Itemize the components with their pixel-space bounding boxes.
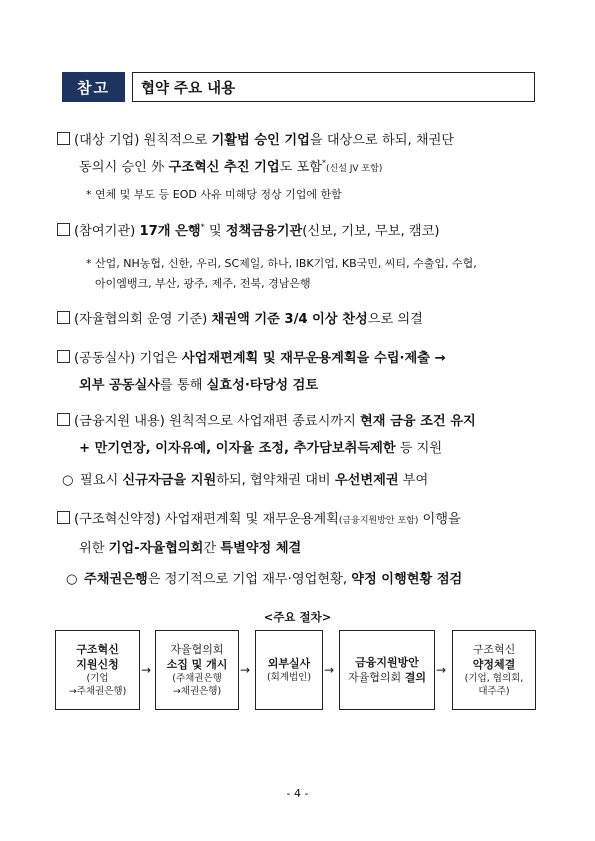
checkbox-square-icon bbox=[57, 223, 70, 236]
process-step-agreement: 구조혁신 약정체결 (기업, 협의회, 대주주) bbox=[452, 630, 536, 710]
process-arrow-icon: → bbox=[436, 663, 447, 677]
reference-tag: 참고 bbox=[62, 72, 125, 102]
item-line: (참여기관) 17개 은행* 및 정책금융기관(신보, 기보, 무보, 캠코) bbox=[57, 218, 542, 245]
note-banks: * 산업, NH농협, 신한, 우리, SC제일, 하나, IBK기업, KB국민, 씨티, 수출입, 수협, 아이엠뱅크, 부산, 광주, 제주, 전북, 경남은행 bbox=[86, 257, 477, 290]
item-line: 위한 기업-자율협의회간 특별약정 체결 bbox=[79, 541, 302, 556]
item-financial-support bbox=[57, 408, 542, 462]
checkbox-square-icon bbox=[57, 511, 70, 524]
process-step-convene: 자율협의회 소집 및 개시 (주채권은행 →채권은행) bbox=[155, 630, 239, 710]
checkbox-square-icon bbox=[57, 132, 70, 145]
item-line: + 만기연장, 이자유예, 이자율 조정, 추가담보취득제한 등 지원 bbox=[79, 441, 443, 456]
item-line: (금융지원 내용) 원칙적으로 사업재편 종료시까지 현재 금융 조건 유지 bbox=[57, 408, 542, 435]
page-number: - 4 - bbox=[286, 787, 309, 800]
item-line: (대상 기업) 원칙적으로 기활법 승인 기업을 대상으로 하되, 채권단 bbox=[57, 127, 542, 154]
checkbox-square-icon bbox=[57, 311, 70, 324]
item-participants bbox=[57, 218, 542, 245]
process-arrow-icon: → bbox=[141, 663, 152, 677]
checkbox-square-icon bbox=[57, 413, 70, 426]
reference-title: 협약 주요 내용 bbox=[141, 80, 236, 97]
item-line: (구조혁신약정) 사업재편계획 및 재무운용계획(금융지원방안 포함) 이행을 bbox=[57, 506, 542, 535]
item-line: 외부 공동실사를 통해 실효성·타당성 검토 bbox=[79, 378, 319, 393]
reference-header bbox=[62, 72, 535, 102]
note-target: * 연체 및 부도 등 EOD 사유 미해당 정상 기업에 한함 bbox=[86, 188, 342, 201]
process-step-resolution: 금융지원방안 자율협의회 결의 bbox=[339, 630, 435, 710]
item-restructuring-agreement bbox=[57, 506, 542, 562]
bullet-main-bank: ○ 주채권은행은 정기적으로 기업 재무·영업현황, 약정 이행현황 점검 bbox=[66, 572, 463, 587]
item-council-operation: (자율협의회 운영 기준) 채권액 기준 3/4 이상 찬성으로 의결 bbox=[57, 306, 542, 333]
item-joint-audit bbox=[57, 345, 542, 399]
process-step-audit: 외부실사 (회계법인) bbox=[255, 630, 323, 710]
process-step-apply: 구조혁신 지원신청 (기업 →주채권은행) bbox=[55, 630, 140, 710]
checkbox-square-icon bbox=[57, 350, 70, 363]
process-arrow-icon: → bbox=[324, 663, 335, 677]
item-target-company bbox=[57, 127, 542, 183]
reference-title-box bbox=[132, 72, 535, 102]
process-title: <주요 절차> bbox=[263, 610, 332, 624]
process-arrow-icon: → bbox=[240, 663, 251, 677]
item-line: 동의시 승인 外 구조혁신 추진 기업도 포함*(신설 JV 포함) bbox=[79, 158, 383, 175]
bullet-new-funds: ○ 필요시 신규자금을 지원하되, 협약채권 대비 우선변제권 부여 bbox=[62, 473, 429, 488]
item-line: (공동실사) 기업은 사업재편계획 및 재무운용계획을 수립·제출 → bbox=[57, 345, 542, 372]
